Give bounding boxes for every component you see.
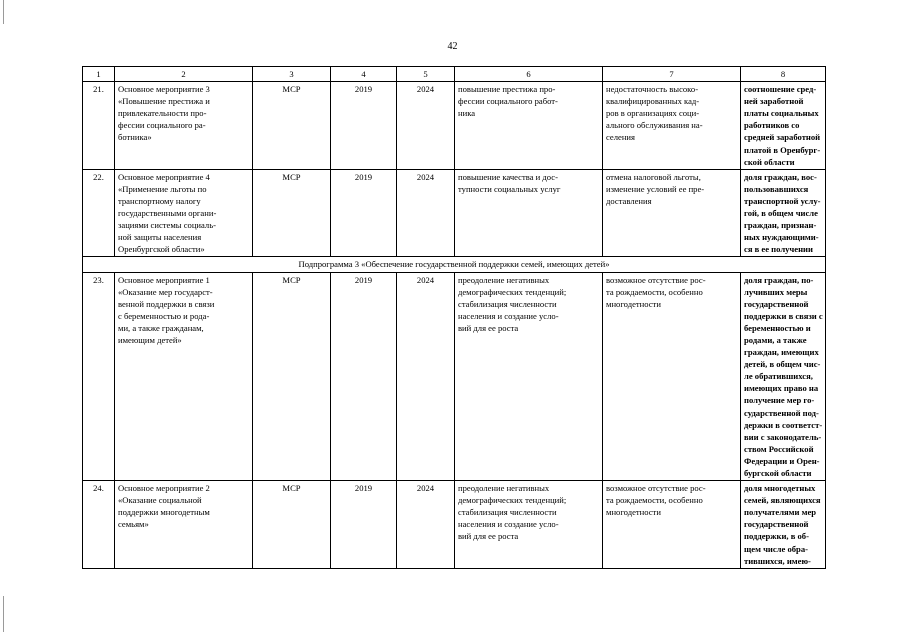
indicator: доля граждан, вос- пользовавшихся транспортной услу- гой, в общем числе граждан, признан- ных нуждающими- ся в ее получении (741, 169, 826, 257)
page-number: 42 (447, 41, 458, 52)
subprogram-title: Подпрограмма 3 «Обеспечение государственной поддержки семей, имеющих детей» (83, 257, 826, 272)
column-header: 7 (603, 67, 741, 82)
expected-result: преодоление негативных демографических тенденций; стабилизация численности населения и создание усло- вий для ее роста (455, 272, 603, 481)
column-header: 3 (253, 67, 331, 82)
table-row (83, 82, 826, 170)
expected-result: повышение престижа про- фессии социального работ- ника (455, 82, 603, 170)
risk-consequence: возможное отсутствие рос- та рождаемости, особенно многодетности (603, 481, 741, 569)
measure-name: Основное мероприятие 1 «Оказание мер государст- венной поддержки в связи с беременностью и рода- ми, а также гражданам, имеющим детей» (115, 272, 253, 481)
start-year: 2019 (331, 272, 397, 481)
table-row (83, 169, 826, 257)
end-year: 2024 (397, 169, 455, 257)
executor: МСР (253, 82, 331, 170)
indicator: соотношение сред- ней заработной платы социальных работников со средней заработной платой в Оренбург- ской области (741, 82, 826, 170)
row-number: 24. (83, 481, 115, 569)
column-header: 6 (455, 67, 603, 82)
expected-result: преодоление негативных демографических тенденций; стабилизация численности населения и создание усло- вий для ее роста (455, 481, 603, 569)
column-header: 2 (115, 67, 253, 82)
end-year: 2024 (397, 481, 455, 569)
risk-consequence: возможное отсутствие рос- та рождаемости, особенно многодетности (603, 272, 741, 481)
scan-edge-mark-bottom (3, 596, 4, 632)
subprogram-row (83, 257, 826, 272)
start-year: 2019 (331, 169, 397, 257)
measure-name: Основное мероприятие 4 «Применение льготы по транспортному налогу государственными органи- зациями системы социаль- ной защиты населения Оренбургской области» (115, 169, 253, 257)
start-year: 2019 (331, 82, 397, 170)
column-header: 4 (331, 67, 397, 82)
column-header: 1 (83, 67, 115, 82)
start-year: 2019 (331, 481, 397, 569)
indicator: доля граждан, по- лучивших меры государственной поддержки в связи с беременностью и родами, а также граждан, имеющих детей, в общем чис- ле обратившихся, имеющих право на получение мер го- сударственной под- держки в соответст- вии с законодатель- ством Российской Федерации и Орен- бургской области (741, 272, 826, 481)
column-header: 5 (397, 67, 455, 82)
executor: МСР (253, 169, 331, 257)
row-number: 23. (83, 272, 115, 481)
scan-edge-mark-top (3, 0, 4, 24)
program-table (82, 66, 826, 569)
row-number: 21. (83, 82, 115, 170)
column-header: 8 (741, 67, 826, 82)
column-number-row (83, 67, 826, 82)
executor: МСР (253, 272, 331, 481)
executor: МСР (253, 481, 331, 569)
expected-result: повышение качества и дос- тупности социальных услуг (455, 169, 603, 257)
risk-consequence: отмена налоговой льготы, изменение условий ее пре- доставления (603, 169, 741, 257)
table-row (83, 272, 826, 481)
table-row (83, 481, 826, 569)
measure-name: Основное мероприятие 2 «Оказание социальной поддержки многодетным семьям» (115, 481, 253, 569)
risk-consequence: недостаточность высоко- квалифицированных кад- ров в организациях соци- ального обслуживания на- селения (603, 82, 741, 170)
measure-name: Основное мероприятие 3 «Повышение престижа и привлекательности про- фессии социального ра- ботника» (115, 82, 253, 170)
row-number: 22. (83, 169, 115, 257)
end-year: 2024 (397, 82, 455, 170)
end-year: 2024 (397, 272, 455, 481)
indicator: доля многодетных семей, являющихся получателями мер государственной поддержки, в об- щем числе обра- тившихся, имею- (741, 481, 826, 569)
